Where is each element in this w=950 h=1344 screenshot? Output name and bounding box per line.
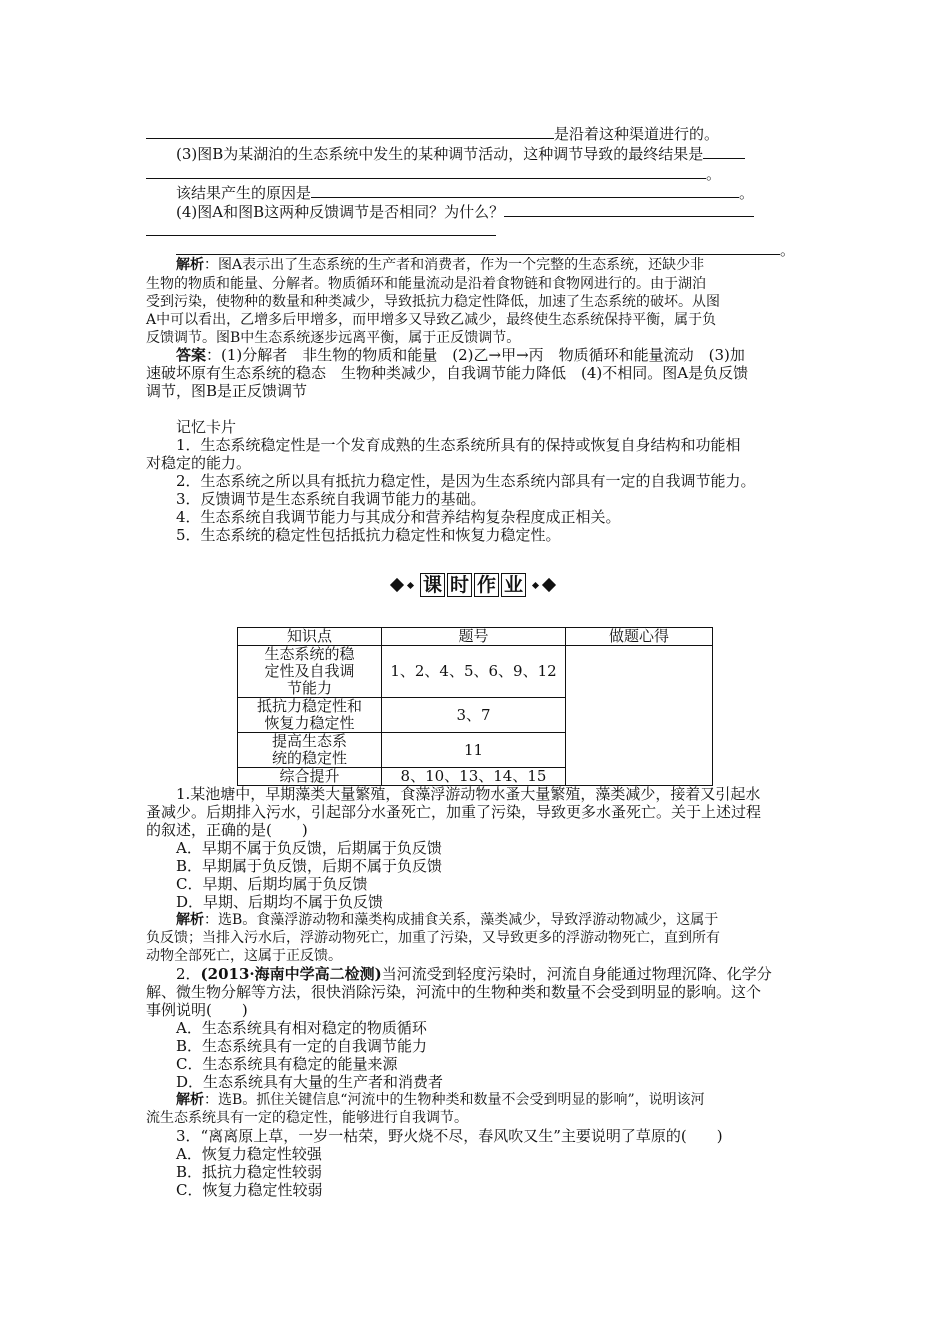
numbers-cell: 11 (382, 733, 566, 768)
q2-option-b[interactable]: B．生态系统具有一定的自我调节能力 (176, 1037, 428, 1055)
question-number: 2． (176, 965, 201, 983)
answer-blank[interactable] (311, 183, 739, 198)
topic-line: 提高生态系 (271, 732, 347, 750)
topic-cell (238, 698, 382, 733)
question-text: 当河流受到轻度污染时，河流自身能通过物理沉降、化学分 (381, 965, 772, 983)
analysis-label: 解析 (176, 257, 204, 273)
memory-line-3: 3．反馈调节是生态系统自我调节能力的基础。 (176, 490, 486, 508)
q1-option-d[interactable]: D．早期、后期均不属于负反馈 (176, 893, 384, 911)
analysis-text: ：选B。抓住关键信息“河流中的生物种类和数量不会受到明显的影响”，说明该河 (204, 1092, 705, 1108)
q2-option-d[interactable]: D．生态系统具有大量的生产者和消费者 (176, 1073, 444, 1091)
q1-analysis-line-0 (176, 911, 718, 929)
numbers-cell: 8、10、13、14、15 (382, 768, 566, 786)
analysis-1-line-0 (176, 256, 704, 274)
analysis-text: ：选B。食藻浮游动物和藻类构成捕食关系，藻类减少，导致浮游动物减少，这属于 (204, 912, 719, 928)
answer-blank[interactable] (146, 124, 554, 139)
topic-line: 定性及自我调 (264, 662, 355, 680)
answer-text: ：(1)分解者 非生物的物质和能量 (2)乙→甲→丙 物质循环和能量流动 (3)加 (206, 346, 745, 364)
q2-line-2: 事例说明( ) (146, 1001, 248, 1019)
q1-option-b[interactable]: B．早期属于负反馈，后期不属于负反馈 (176, 857, 443, 875)
answer-blank[interactable] (504, 202, 754, 217)
q2-analysis-line-1: 流生态系统具有一定的稳定性，能够进行自我调节。 (146, 1110, 468, 1126)
memory-line-4: 4．生态系统自我调节能力与其成分和营养结构复杂程度成正相关。 (176, 508, 621, 526)
answer-blank[interactable] (176, 240, 780, 255)
question-4-cont (146, 221, 496, 240)
question-3a-cont (146, 164, 721, 183)
q1-analysis-line-2: 动物全部死亡，这属于正反馈。 (146, 948, 342, 964)
period: 。 (780, 241, 796, 259)
topic-line: 节能力 (286, 679, 332, 697)
memory-title: 记忆卡片 (176, 418, 237, 436)
section-banner (392, 572, 554, 598)
q1-line-0: 1.某池塘中，早期藻类大量繁殖，食藻浮游动物水蚤大量繁殖，藻类减少，接着又引起水 (176, 785, 761, 803)
analysis-1-line-3: A中可以看出，乙增多后甲增多，而甲增多又导致乙减少，最终使生态系统保持平衡，属于负 (146, 312, 717, 328)
analysis-1-line-1: 生物的物质和能量、分解者。物质循环和能量流动是沿着食物链和食物网进行的。由于湖泊 (146, 276, 706, 292)
q1-line-2: 的叙述，正确的是( ) (146, 821, 308, 839)
numbers-cell: 3、7 (382, 698, 566, 733)
q2-line-0 (176, 965, 772, 983)
topic-cell (238, 733, 382, 768)
q2-line-1: 解、微生物分解等方法，很快消除污染，河流中的生物种类和数量不会受到明显的影响。这个 (146, 983, 762, 1001)
question-3b (176, 183, 754, 202)
table-row (238, 646, 713, 698)
question-3a-text: (3)图B为某湖泊的生态系统中发生的某种调节活动，这种调节导致的最终结果是 (176, 145, 704, 163)
answer-1-line-1: 速破坏原有生态系统的稳态 生物种类减少，自我调节能力降低 (4)不相同。图A是负反馈 (146, 364, 749, 382)
table-header: 做题心得 (566, 628, 713, 646)
question-3a (176, 144, 745, 163)
question-4-text: (4)图A和图B这两种反馈调节是否相同？为什么？ (176, 203, 505, 221)
answer-blank[interactable] (146, 221, 496, 236)
q3-option-b[interactable]: B．抵抗力稳定性较弱 (176, 1163, 323, 1181)
topic-line: 统的稳定性 (271, 749, 347, 767)
notes-cell[interactable] (566, 646, 713, 786)
period: 。 (706, 165, 722, 183)
q3-option-a[interactable]: A．恢复力稳定性较强 (176, 1145, 322, 1163)
question-source: (2013·海南中学高二检测) (200, 965, 382, 983)
table-header: 题号 (382, 628, 566, 646)
answer-blank[interactable] (146, 164, 706, 179)
q2-analysis-line-0 (176, 1091, 705, 1109)
answer-blank[interactable] (703, 144, 745, 159)
memory-line-5: 5．生态系统的稳定性包括抵抗力稳定性和恢复力稳定性。 (176, 526, 561, 544)
banner-char: 课 (420, 573, 445, 597)
diamond-icon (542, 578, 556, 592)
topic-cell (238, 646, 382, 698)
memory-line-0: 1．生态系统稳定性是一个发育成熟的生态系统所具有的保持或恢复自身结构和功能相 (176, 436, 741, 454)
q2-option-a[interactable]: A．生态系统具有相对稳定的物质循环 (176, 1019, 427, 1037)
question-4 (176, 202, 754, 221)
banner-char: 作 (474, 573, 499, 597)
question-3b-text: 该结果产生的原因是 (176, 184, 312, 202)
analysis-label: 解析 (176, 912, 204, 928)
banner-char: 业 (501, 573, 526, 597)
numbers-cell: 1、2、4、5、6、9、12 (382, 646, 566, 698)
table-header: 知识点 (238, 628, 382, 646)
banner-title (419, 573, 527, 597)
diamond-small-icon (407, 581, 414, 588)
topic-line: 恢复力稳定性 (264, 714, 355, 732)
q1-analysis-line-1: 负反馈；当排入污水后，浮游动物死亡，加重了污染，又导致更多的浮游动物死亡，直到所有 (146, 930, 720, 946)
knowledge-table (237, 627, 713, 786)
line-1 (146, 124, 719, 143)
q3-option-c[interactable]: C．恢复力稳定性较弱 (176, 1181, 323, 1199)
answer-1-line-0 (176, 346, 745, 364)
diamond-icon (390, 578, 404, 592)
topic-cell: 综合提升 (238, 768, 382, 786)
q1-option-a[interactable]: A．早期不属于负反馈，后期属于负反馈 (176, 839, 442, 857)
analysis-1-line-2: 受到污染，使物种的数量和种类减少，导致抵抗力稳定性降低，加速了生态系统的破坏。从图 (146, 294, 720, 310)
answer-1-line-2: 调节，图B是正反馈调节 (146, 382, 308, 400)
q3-stem: 3．“离离原上草，一岁一枯荣，野火烧不尽，春风吹又生”主要说明了草原的( ) (176, 1127, 723, 1145)
topic-line: 抵抗力稳定性和 (256, 697, 362, 715)
q1-option-c[interactable]: C．早期、后期均属于负反馈 (176, 875, 368, 893)
analysis-1-line-4: 反馈调节。图B中生态系统逐步远离平衡，属于正反馈调节。 (146, 330, 521, 346)
period: 。 (739, 184, 755, 202)
answer-label: 答案 (176, 346, 207, 364)
banner-char: 时 (447, 573, 472, 597)
table-header-row (238, 628, 713, 646)
q2-option-c[interactable]: C．生态系统具有稳定的能量来源 (176, 1055, 398, 1073)
memory-line-1: 对稳定的能力。 (146, 454, 252, 472)
analysis-text: ：图A表示出了生态系统的生产者和消费者，作为一个完整的生态系统，还缺少非 (204, 257, 705, 273)
line-1-tail: 是沿着这种渠道进行的。 (554, 125, 720, 143)
q1-line-1: 蚤减少。后期排入污水，引起部分水蚤死亡，加重了污染，导致更多水蚤死亡。关于上述过程 (146, 803, 762, 821)
analysis-label: 解析 (176, 1092, 204, 1108)
memory-line-2: 2．生态系统之所以具有抵抗力稳定性，是因为生态系统内部具有一定的自我调节能力。 (176, 472, 756, 490)
diamond-small-icon (532, 581, 539, 588)
topic-line: 生态系统的稳 (264, 645, 355, 663)
